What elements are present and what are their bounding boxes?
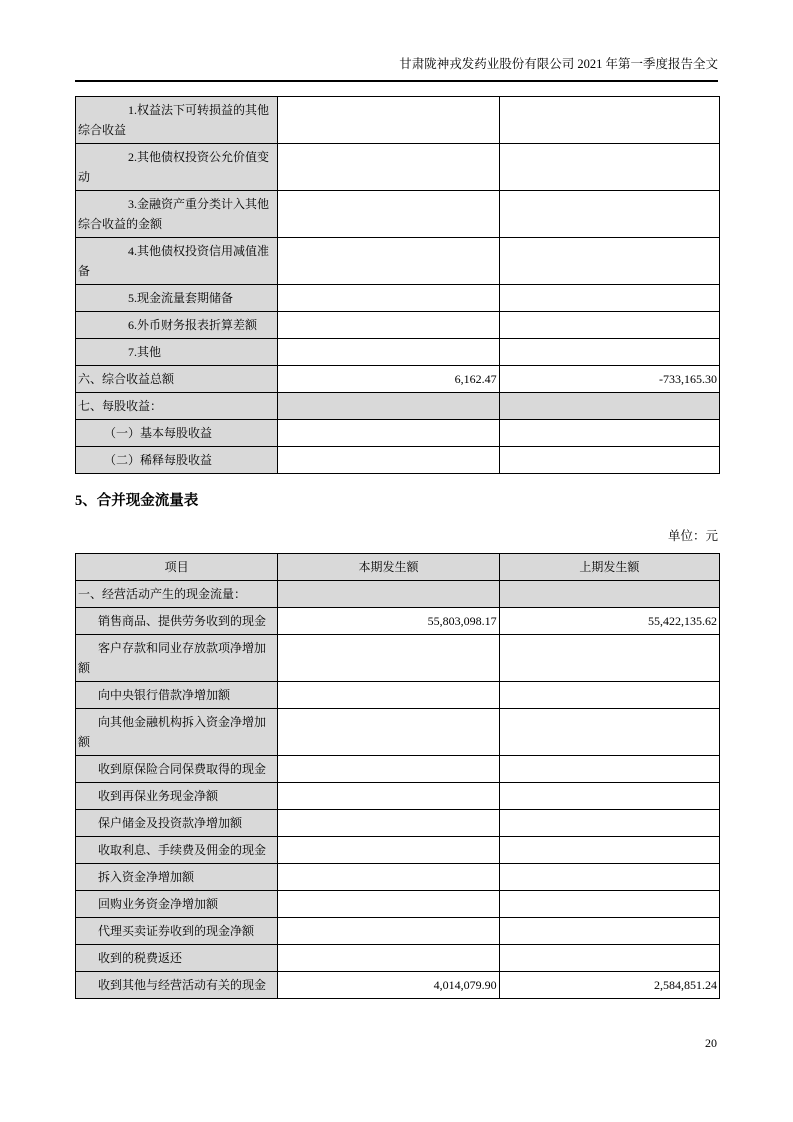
prior-amount-cell xyxy=(499,447,719,474)
table-row xyxy=(76,312,720,339)
table-row xyxy=(76,191,720,238)
prior-amount-cell xyxy=(499,312,719,339)
current-amount-cell xyxy=(278,581,499,608)
row-label: 4.其他债权投资信用减值准备 xyxy=(76,238,278,285)
page-content xyxy=(75,0,718,999)
prior-amount-cell xyxy=(499,420,719,447)
current-amount-cell xyxy=(278,238,499,285)
prior-amount-cell xyxy=(499,756,719,783)
row-label: 7.其他 xyxy=(76,339,278,366)
current-amount-cell xyxy=(278,810,499,837)
current-amount-cell xyxy=(278,918,499,945)
table-row xyxy=(76,393,720,420)
current-amount-cell xyxy=(278,891,499,918)
prior-amount-cell xyxy=(499,837,719,864)
table-row xyxy=(76,339,720,366)
table-row xyxy=(76,891,720,918)
prior-amount-cell xyxy=(499,945,719,972)
current-amount-cell xyxy=(278,837,499,864)
row-label: 销售商品、提供劳务收到的现金 xyxy=(76,608,278,635)
prior-amount-cell xyxy=(499,97,719,144)
row-label: 收取利息、手续费及佣金的现金 xyxy=(76,837,278,864)
prior-amount-cell xyxy=(499,285,719,312)
row-label: 5.现金流量套期储备 xyxy=(76,285,278,312)
row-label: 一、经营活动产生的现金流量： xyxy=(76,581,278,608)
table-row xyxy=(76,837,720,864)
current-amount-cell xyxy=(278,393,499,420)
current-amount-cell xyxy=(278,447,499,474)
row-label: 客户存款和同业存放款项净增加额 xyxy=(76,635,278,682)
prior-amount-cell xyxy=(499,238,719,285)
prior-amount-cell: -733,165.30 xyxy=(499,366,719,393)
row-label: （二）稀释每股收益 xyxy=(76,447,278,474)
prior-amount-cell xyxy=(499,144,719,191)
table-row xyxy=(76,783,720,810)
table-row xyxy=(76,144,720,191)
current-amount-cell xyxy=(278,783,499,810)
table-row xyxy=(76,709,720,756)
row-label: 2.其他债权投资公允价值变动 xyxy=(76,144,278,191)
current-amount-cell xyxy=(278,945,499,972)
prior-amount-cell: 55,422,135.62 xyxy=(499,608,719,635)
comprehensive-income-table xyxy=(75,96,720,474)
document-header xyxy=(75,0,718,82)
current-amount-cell xyxy=(278,97,499,144)
table-row xyxy=(76,581,720,608)
current-amount-cell xyxy=(278,339,499,366)
current-amount-cell: 4,014,079.90 xyxy=(278,972,499,999)
column-header-2: 上期发生额 xyxy=(499,554,719,581)
current-amount-cell xyxy=(278,420,499,447)
header-title: 甘肃陇神戎发药业股份有限公司 2021 年第一季度报告全文 xyxy=(399,57,718,71)
prior-amount-cell xyxy=(499,191,719,238)
current-amount-cell xyxy=(278,312,499,339)
row-label: 收到再保业务现金净额 xyxy=(76,783,278,810)
table-row xyxy=(76,366,720,393)
table-row xyxy=(76,945,720,972)
row-label: 1.权益法下可转损益的其他综合收益 xyxy=(76,97,278,144)
comprehensive-income-table-body xyxy=(76,97,720,474)
prior-amount-cell: 2,584,851.24 xyxy=(499,972,719,999)
current-amount-cell xyxy=(278,709,499,756)
table-row xyxy=(76,682,720,709)
prior-amount-cell xyxy=(499,682,719,709)
current-amount-cell xyxy=(278,285,499,312)
prior-amount-cell xyxy=(499,891,719,918)
table-row xyxy=(76,238,720,285)
column-header-1: 本期发生额 xyxy=(278,554,499,581)
section-heading: 5、合并现金流量表 xyxy=(75,493,199,509)
current-amount-cell xyxy=(278,682,499,709)
table-row xyxy=(76,756,720,783)
prior-amount-cell xyxy=(499,339,719,366)
prior-amount-cell xyxy=(499,635,719,682)
table-row xyxy=(76,810,720,837)
table-row xyxy=(76,447,720,474)
table-row xyxy=(76,972,720,999)
current-amount-cell xyxy=(278,191,499,238)
table-row xyxy=(76,864,720,891)
column-header-0: 项目 xyxy=(76,554,278,581)
table-row xyxy=(76,918,720,945)
current-amount-cell xyxy=(278,756,499,783)
row-label: 3.金融资产重分类计入其他综合收益的金额 xyxy=(76,191,278,238)
row-label: （一）基本每股收益 xyxy=(76,420,278,447)
row-label: 六、综合收益总额 xyxy=(76,366,278,393)
table-row xyxy=(76,420,720,447)
prior-amount-cell xyxy=(499,810,719,837)
cashflow-table xyxy=(75,553,720,999)
current-amount-cell: 55,803,098.17 xyxy=(278,608,499,635)
table-header-row xyxy=(76,554,720,581)
row-label: 收到的税费返还 xyxy=(76,945,278,972)
row-label: 6.外币财务报表折算差额 xyxy=(76,312,278,339)
table-row xyxy=(76,97,720,144)
row-label: 回购业务资金净增加额 xyxy=(76,891,278,918)
current-amount-cell xyxy=(278,144,499,191)
prior-amount-cell xyxy=(499,709,719,756)
row-label: 拆入资金净增加额 xyxy=(76,864,278,891)
prior-amount-cell xyxy=(499,393,719,420)
table-row xyxy=(76,635,720,682)
cashflow-table-body xyxy=(76,581,720,999)
prior-amount-cell xyxy=(499,864,719,891)
row-label: 代理买卖证券收到的现金净额 xyxy=(76,918,278,945)
current-amount-cell: 6,162.47 xyxy=(278,366,499,393)
cashflow-table-head xyxy=(76,554,720,581)
prior-amount-cell xyxy=(499,918,719,945)
current-amount-cell xyxy=(278,635,499,682)
table-row xyxy=(76,285,720,312)
row-label: 七、每股收益： xyxy=(76,393,278,420)
current-amount-cell xyxy=(278,864,499,891)
row-label: 保户储金及投资款净增加额 xyxy=(76,810,278,837)
prior-amount-cell xyxy=(499,581,719,608)
table-row xyxy=(76,608,720,635)
row-label: 收到原保险合同保费取得的现金 xyxy=(76,756,278,783)
row-label: 向中央银行借款净增加额 xyxy=(76,682,278,709)
prior-amount-cell xyxy=(499,783,719,810)
unit-label: 单位：元 xyxy=(667,529,718,543)
row-label: 收到其他与经营活动有关的现金 xyxy=(76,972,278,999)
row-label: 向其他金融机构拆入资金净增加额 xyxy=(76,709,278,756)
page-number: 20 xyxy=(705,1036,717,1050)
